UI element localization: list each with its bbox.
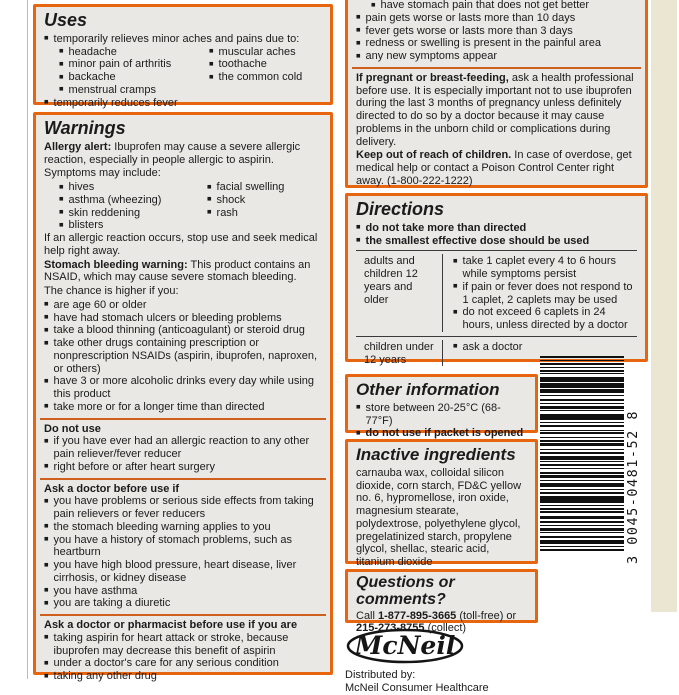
directions-section [345, 193, 648, 366]
symptoms-lists [59, 181, 322, 232]
barcode [540, 352, 652, 570]
other-information-section [345, 374, 538, 440]
list-item: ■ skin reddening [59, 207, 207, 220]
mcneil-logo [345, 627, 595, 667]
list-item: ■ you have a history of stomach problems, such as heartburn [44, 534, 322, 560]
list-item: ■ the stomach bleeding warning applies to you [44, 521, 322, 534]
dosage-row-adults [356, 251, 637, 336]
list-item: ■ headache [59, 46, 209, 59]
inactive-ingredients-heading: Inactive ingredients [356, 445, 516, 464]
list-item: ■ toothache [209, 58, 302, 71]
list-item: ■ you have high blood pressure, heart disease, liver cirrhosis, or kidney disease [44, 559, 322, 585]
do-not-use-heading: Do not use [44, 422, 101, 435]
stomach-bleeding-warning: Stomach bleeding warning: This product contains an NSAID, which may cause severe stomach bleeding. [44, 258, 311, 284]
allergic-reaction-note: If an allergic reaction occurs, stop use and seek medical help right away. [44, 232, 318, 257]
list-item: ■ facial swelling [207, 181, 284, 194]
list-item: ■ hives [59, 181, 207, 194]
package-edge [651, 0, 677, 612]
dosage-instructions [442, 254, 637, 332]
list-item: ■ backache [59, 71, 209, 84]
list-item: ■ have had stomach ulcers or bleeding problems [44, 312, 322, 325]
distributor-footer [345, 627, 595, 695]
list-item: ■ pain gets worse or lasts more than 10 days [356, 12, 637, 25]
warnings-heading: Warnings [44, 118, 126, 138]
divider [352, 67, 641, 69]
dosage-who: adults and children 12 years and older [364, 255, 418, 306]
keep-out-of-reach: Keep out of reach of children. In case of overdose, get medical help or contact a Poison Control Center right away. (1-800-222-1222) [356, 149, 632, 187]
list-item: ■ fever gets worse or lasts more than 3 days [356, 25, 637, 38]
packet-opened-note: ■ do not use if packet is opened [356, 427, 527, 440]
list-item: ■ take other drugs containing prescription or nonprescription NSAIDs (aspirin, ibuprofen, naproxen, or others) [44, 337, 322, 375]
list-item: ■ are age 60 or older [44, 299, 322, 312]
directions-bullet-1: ■ do not take more than directed [356, 222, 637, 235]
list-item: ■ if you have ever had an allergic reaction to any other pain reliever/fever reducer [44, 435, 322, 461]
list-item: ■ rash [207, 207, 284, 220]
list-item: ■ have 3 or more alcoholic drinks every day while using this product [44, 375, 322, 401]
list-item: ■ taking aspirin for heart attack or stroke, because ibuprofen may decrease this benefit of aspirin [44, 632, 322, 658]
list-item: ■ if pain or fever does not respond to 1 caplet, 2 caplets may be used [453, 281, 635, 307]
list-item: ■ take a blood thinning (anticoagulant) or steroid drug [44, 324, 322, 337]
uses-sublists [59, 46, 322, 97]
company-name: McNeil Consumer Healthcare [345, 681, 489, 694]
list-item: ■ ask a doctor [453, 341, 635, 354]
stop-use-sub-item: ■ have stomach pain that does not get better [371, 0, 637, 12]
list-item: ■ menstrual cramps [59, 84, 209, 97]
uses-bullet-relieves: ■ temporarily relieves minor aches and pains due to: [44, 33, 322, 46]
do-not-use-list [44, 435, 322, 473]
inactive-ingredients-list: carnauba wax, colloidal silicon dioxide, corn starch, FD&C yellow no. 6, hypromellose, iron oxide, magnesium stearate, polydextrose, polyethylene glycol, pregelatinized starch, propylene glycol, shellac, stearic acid, titanium dioxide [356, 466, 522, 569]
uses-sublist-left [59, 46, 209, 97]
ask-pharmacist-heading: Ask a doctor or pharmacist before use if you are [44, 619, 298, 632]
warnings-section [33, 112, 333, 683]
stop-use-section [345, 0, 648, 188]
list-item: ■ redness or swelling is present in the painful area [356, 37, 637, 50]
svg-text:McNeil: McNeil [354, 631, 456, 660]
symptoms-intro: Symptoms may include: [44, 167, 161, 180]
dosage-who: children under 12 years [364, 340, 434, 366]
list-item: ■ you are taking a diuretic [44, 597, 322, 610]
inactive-ingredients-section [345, 439, 538, 569]
ask-doctor-list [44, 495, 322, 610]
uses-bullet-fever: ■ temporarily reduces fever [44, 97, 322, 110]
directions-bullet-2: ■ the smallest effective dose should be used [356, 235, 637, 248]
other-information-heading: Other information [356, 380, 500, 399]
pregnancy-warning: If pregnant or breast-feeding, ask a health professional before use. It is especially important not to use ibuprofen during the last 3 months of pregnancy unless definitely directed to do so by a doctor because it may cause problems in the unborn child or complications during delivery. [356, 71, 634, 148]
ask-doctor-heading: Ask a doctor before use if [44, 482, 180, 495]
divider [40, 478, 326, 480]
divider [40, 614, 326, 616]
divider [40, 418, 326, 420]
list-item: ■ minor pain of arthritis [59, 58, 209, 71]
list-item: ■ under a doctor's care for any serious condition [44, 657, 322, 670]
storage-note: ■ store between 20-25°C (68-77°F) [356, 402, 527, 428]
list-item: ■ right before or after heart surgery [44, 461, 322, 474]
chance-intro: The chance is higher if you: [44, 285, 179, 298]
list-item: ■ blisters [59, 219, 207, 232]
phone-numbers: Call 1-877-895-3665 (toll-free) or 215-273-8755 (collect) [356, 609, 517, 635]
uses-sublist-right [209, 46, 302, 97]
list-item: ■ asthma (wheezing) [59, 194, 207, 207]
list-item: ■ muscular aches [209, 46, 302, 59]
symptoms-list-right [207, 181, 284, 232]
list-item: ■ any new symptoms appear [356, 50, 637, 63]
list-item: ■ the common cold [209, 71, 302, 84]
questions-heading: Questions or comments? [356, 574, 455, 608]
uses-heading: Uses [44, 10, 88, 30]
list-item: ■ you have problems or serious side effects from taking pain relievers or fever reducers [44, 495, 322, 521]
directions-heading: Directions [356, 199, 445, 219]
list-item: ■ taking any other drug [44, 670, 322, 683]
ask-pharmacist-list [44, 632, 322, 683]
symptoms-list-left [59, 181, 207, 232]
chance-list [44, 299, 322, 414]
uses-section [33, 4, 333, 109]
list-item: ■ shock [207, 194, 284, 207]
list-item: ■ you have asthma [44, 585, 322, 598]
distributed-by-label: Distributed by: [345, 669, 416, 681]
list-item: ■ take 1 caplet every 4 to 6 hours while symptoms persist [453, 255, 635, 281]
label-fold-line [27, 0, 28, 679]
questions-section [345, 569, 538, 635]
allergy-alert: Allergy alert: Ibuprofen may cause a severe allergic reaction, especially in people allergic to aspirin. [44, 140, 301, 166]
list-item: ■ do not exceed 6 caplets in 24 hours, unless directed by a doctor [453, 306, 635, 332]
barcode-bars [540, 356, 624, 551]
list-item: ■ take more or for a longer time than directed [44, 401, 322, 414]
stop-use-list [356, 12, 637, 63]
barcode-number: 3 0045-0481-52 8 [625, 409, 641, 564]
